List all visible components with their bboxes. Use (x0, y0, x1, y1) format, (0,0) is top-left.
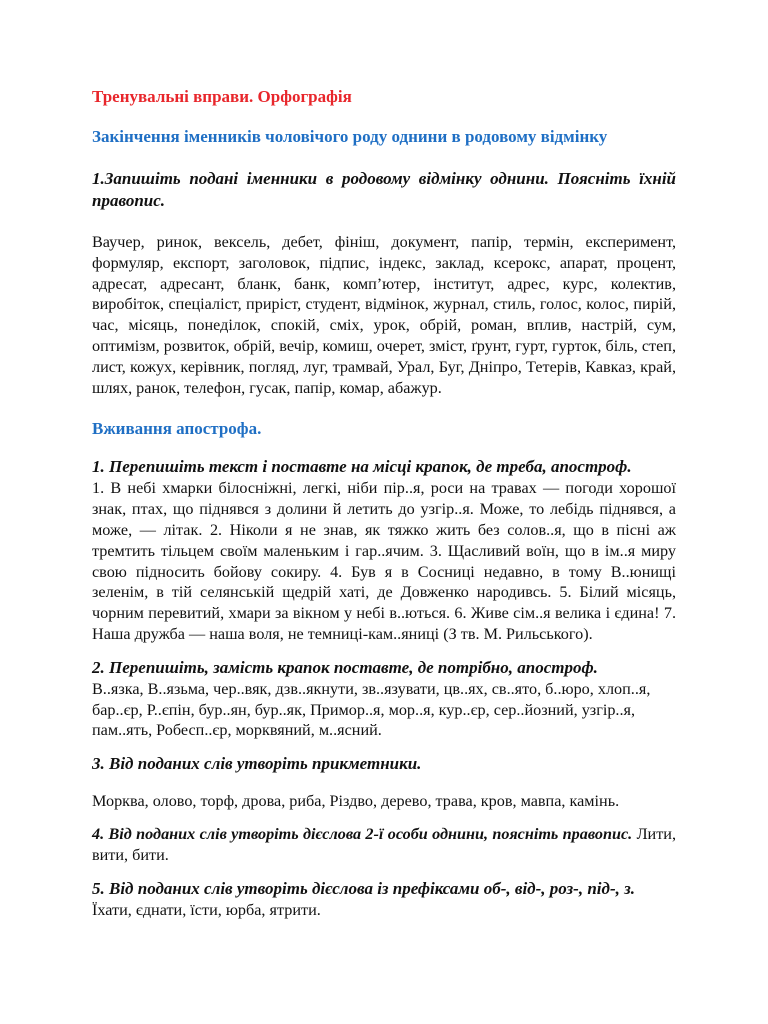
exercise-4-text: Лити, вити, бити. (92, 824, 676, 864)
page-title: Тренувальні вправи. Орфографія (92, 87, 352, 106)
exercise-5-heading: 5. Від поданих слів утворіть дієслова із префіксами об-, від-, роз-, під-, з. (92, 878, 635, 898)
section-heading-noun-endings: Закінчення іменників чоловічого роду однини в родовому відмінку (92, 127, 608, 146)
exercise-1-text: 1. В небі хмарки білосніжні, легкі, ніби пір..я, роси на травах — погоди хорошої знак, птах, що піднявся з долини й летить до узгір..я. Може, то лебідь піднявся, а може, — літак. 2. Ніколи я не знав, як тяжко жить без солов..я, що в пісні аж тремтить тільцем своїм маленьким і гар..ячим. 3. Щасливий воїн, що в ім..я миру свою підносить бойову сокиру. 4. Був я в Сосниці недавно, в тому В..юнищі зеленім, в тій селянській щедрій хаті, де Довженко народивсь. 5. Білий місяць, чорним перевитий, хмари за вікном у небі в..ються. 6. Живе сім..я велика і єдина! 7. Наша дружба — наша воля, не темниці-кам..яниці (З тв. М. Рильського). (92, 479, 676, 643)
exercise-1-heading: 1. Перепишіть текст і поставте на місці крапок, де треба, апостроф. (92, 457, 632, 477)
section-heading-apostrophe: Вживання апострофа. (92, 419, 262, 439)
exercise-2-text: В..язка, В..язьма, чер..вяк, дзв..якнути, зв..язувати, цв..ях, св..ято, б..юро, хлоп..я, бар..єр, Р..єпін, бур..ян, бур..як, Примор..я, мор..я, кур..єр, сер..йозний, узгір..я, пам..ять, Робесп..єр, морквяний, м..ясний. (92, 679, 651, 740)
document-page (92, 86, 676, 920)
exercise-3-heading: 3. Від поданих слів утворіть прикметники. (92, 754, 422, 774)
exercise-4-heading: 4. Від поданих слів утворіть дієслова 2-ї особи однини, поясніть правопис. (92, 824, 633, 843)
exercise-3-text: Морква, олово, торф, дрова, риба, Різдво, дерево, трава, кров, мавпа, камінь. (92, 792, 620, 811)
exercise-2-heading: 2. Перепишіть, замість крапок поставте, де потрібно, апостроф. (92, 657, 598, 677)
exercise-4-block (92, 824, 676, 866)
task-1-heading: 1.Запишіть подані іменники в родовому відмінку однини. Поясніть їхній правопис. (92, 169, 676, 210)
exercise-5-text: Їхати, єднати, їсти, юрба, ятрити. (92, 900, 321, 919)
task-1-word-list: Ваучер, ринок, вексель, дебет, фініш, документ, папір, термін, експеримент, формуляр, експорт, заголовок, підпис, індекс, заклад, ксерокс, апарат, процент, адресат, адресант, бланк, банк, комп’ютер, інститут, адрес, курс, колектив, виробіток, спеціаліст, приріст, студент, відмінок, журнал, стиль, голос, колос, пирій, час, місяць, понеділок, спокій, сміх, урок, обрій, роман, вплив, настрій, сум, оптимізм, розвиток, обрій, вечір, комиш, очерет, зміст, ґрунт, гурт, гурток, біль, степ, лист, кожух, керівник, погляд, луг, трамвай, Урал, Буг, Дніпро, Тетерів, Кавказ, край, шлях, ранок, телефон, гусак, папір, комар, абажур. (92, 233, 676, 397)
